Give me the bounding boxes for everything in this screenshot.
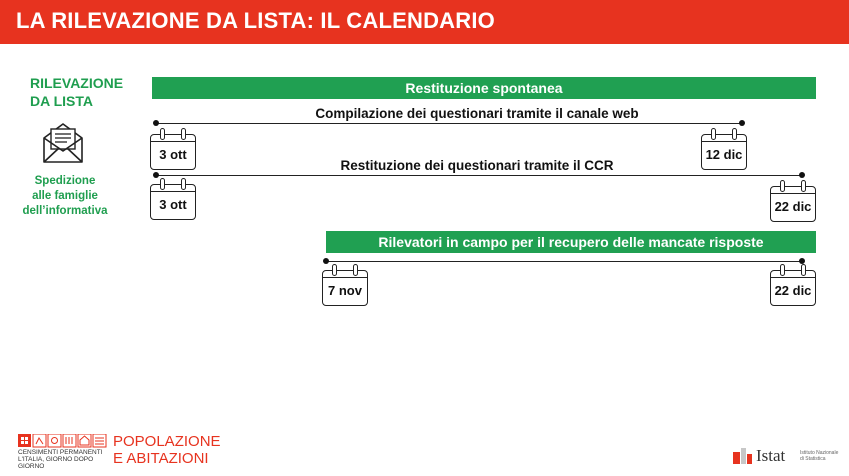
calendar-icon [770, 180, 816, 222]
envelope-letter-icon [40, 120, 86, 166]
timeline-label-web: Compilazione dei questionari tramite il canale web [315, 106, 639, 121]
calendar-date-field-end: 22 dic [774, 283, 812, 298]
calendar-date-field-start: 7 nov [328, 283, 362, 298]
timeline-line-ccr [156, 175, 802, 176]
timeline-start-dot-web [153, 120, 159, 126]
calendar-icon [322, 264, 368, 306]
timeline-label-ccr: Restituzione dei questionari tramite il CCR [340, 158, 614, 173]
timeline-line-field [326, 261, 802, 262]
brand-line2: E ABITAZIONI [113, 450, 209, 467]
brand-text [113, 433, 221, 467]
census-line1: CENSIMENTI PERMANENTI [18, 449, 103, 456]
side-caption-line3: dell’informativa [22, 205, 108, 217]
census-logo-caption [18, 449, 113, 470]
timeline-line-web [156, 123, 742, 124]
calendar-date-ccr-end: 22 dic [774, 199, 812, 214]
census-line2: L'ITALIA, GIORNO DOPO GIORNO [18, 456, 94, 470]
title-bar [0, 0, 849, 44]
side-title [30, 74, 130, 110]
side-caption-line1: Spedizione [34, 175, 96, 187]
census-logo-icon [18, 434, 108, 448]
side-caption-line2: alle famiglie [32, 190, 98, 202]
page-title: LA RILEVAZIONE DA LISTA: IL CALENDARIO [16, 8, 495, 33]
istat-logo-icon [733, 448, 753, 464]
istat-subtitle [800, 451, 840, 462]
calendar-date-ccr-start: 3 ott [159, 197, 187, 212]
side-caption [10, 174, 120, 219]
calendar-icon [150, 178, 196, 220]
istat-sub-line1: Istituto Nazionale [800, 450, 839, 456]
calendar-date-web-end: 12 dic [705, 147, 743, 162]
phase-bar-spontaneous-return: Restituzione spontanea [152, 77, 816, 99]
phase-bar-field-recovery: Rilevatori in campo per il recupero delle mancate risposte [326, 231, 816, 253]
istat-wordmark: Istat [756, 446, 786, 465]
side-title-line1: RILEVAZIONE [30, 75, 124, 91]
calendar-date-web-start: 3 ott [159, 147, 187, 162]
timeline-end-dot-web [739, 120, 745, 126]
side-title-line2: DA LISTA [30, 93, 93, 109]
brand-line1: POPOLAZIONE [113, 433, 221, 450]
timeline-end-dot-ccr [799, 172, 805, 178]
calendar-icon [770, 264, 816, 306]
istat-sub-line2: di Statistica [800, 455, 826, 462]
